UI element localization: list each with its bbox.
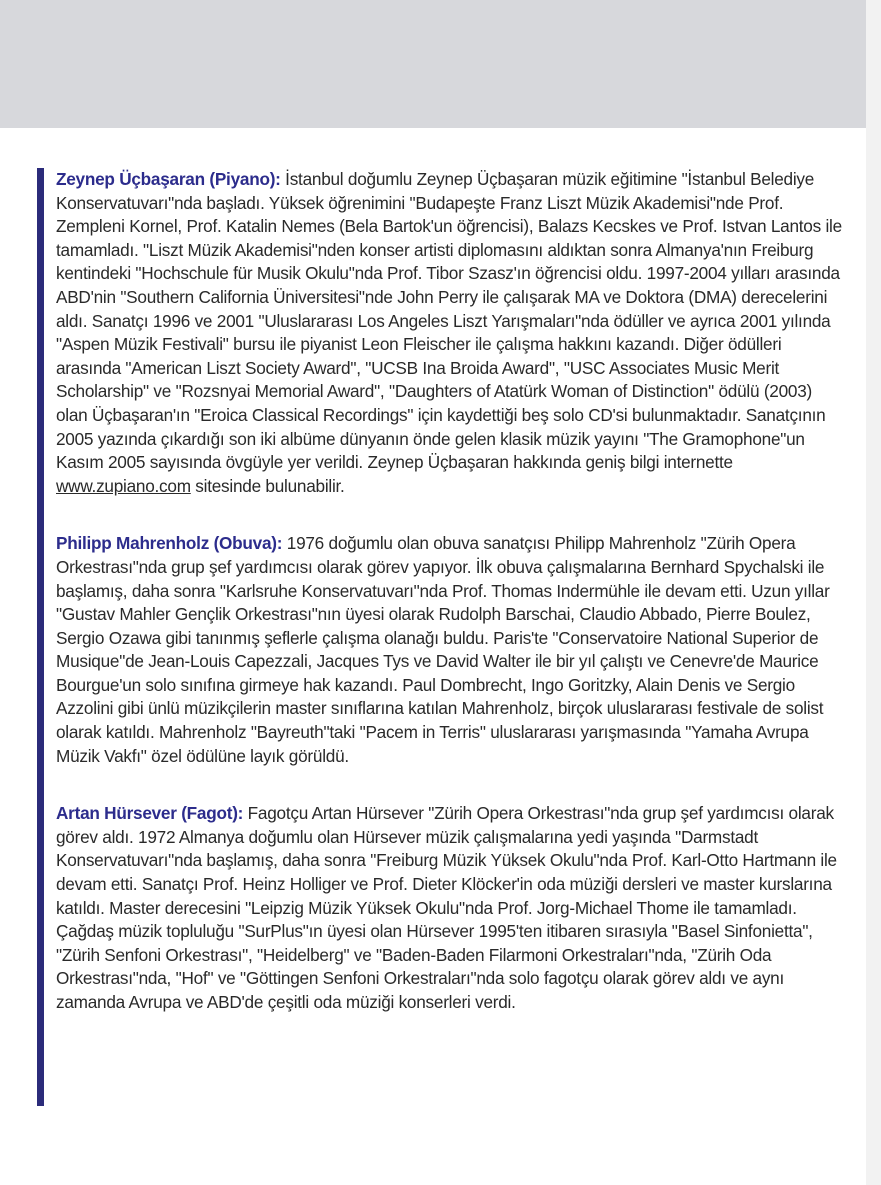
- header-band: [0, 0, 881, 128]
- website-link[interactable]: www.zupiano.com: [56, 475, 191, 496]
- bio-text: İstanbul doğumlu Zeynep Üçbaşaran müzik eğitimine "İstanbul Belediye Konservatuvarı"nda başladı. Yüksek öğrenimini "Budapeşte Franz Liszt Müzik Akademisi"nde Prof. Zempleni Kornel, Prof. Katalin Nemes (Bela Bartok'un öğrencisi), Balazs Kecskes ve Prof. Istvan Lantos ile tamamladı. "Liszt Müzik Akademisi"nden konser artisti diplomasını aldıktan sonra Almanya'nın Freiburg kentindeki "Hochschule für Musik Okulu"nda Prof. Tibor Szasz'ın öğrencisi oldu. 1997-2004 yılları arasında ABD'nin "Southern California Üniversitesi"nde John Perry ile çalışarak MA ve Doktora (DMA) derecelerini aldı. Sanatçı 1996 ve 2001 "Uluslararası Los Angeles Liszt Yarışmaları"nda ödüller ve ayrıca 2001 yılında "Aspen Müzik Festivali" bursu ile piyanist Leon Fleischer ile çalışma hakkını kazandı. Diğer ödülleri arasında "American Liszt Society Award", "UCSB Ina Broida Award", "USC Associates Music Merit Scholarship" ve "Rozsnyai Memorial Award", "Daughters of Atatürk Woman of Distinction" ödülü (2003) olan Üçbaşaran'ın "Eroica Classical Recordings" için kaydettiği beş solo CD'si bulunmaktadır. Sanatçının 2005 yazında çıkardığı son iki albüme dünyanın önde gelen klasik müzik yayını "The Gramophone"un Kasım 2005 sayısında övgüyle yer verildi. Zeynep Üçbaşaran hakkında geniş bilgi internette: [56, 169, 842, 473]
- bio-section: [56, 168, 846, 1015]
- accent-rule: [37, 168, 44, 1106]
- bio-name: Zeynep Üçbaşaran (Piyano):: [56, 169, 281, 189]
- bio-text: 1976 doğumlu olan obuva sanatçısı Philipp Mahrenholz "Zürih Opera Orkestrası"nda grup şef yardımcısı olarak görev yapıyor. İlk obuva çalışmalarına Bernhard Spychalski ile başlamış, daha sonra "Karlsruhe Konservatuvarı"nda Prof. Thomas Indermühle ile devam etti. Uzun yıllar "Gustav Mahler Gençlik Orkestrası"nın üyesi olarak Rudolph Barschai, Claudio Abbado, Pierre Boulez, Sergio Ozawa gibi tanınmış şeflerle çalışma olanağı buldu. Paris'te "Conservatoire National Superior de Musique"de Jean-Louis Capezzali, Jacques Tys ve David Walter ile bir yıl çalıştı ve Cenevre'de Maurice Bourgue'un solo sınıfına girmeye hak kazandı. Paul Dombrecht, Ingo Goritzky, Alain Denis ve Sergio Azzolini gibi ünlü müzikçilerin master sınıflarına katılan Mahrenholz, birçok uluslararası festivale de solist olarak katıldı. Mahrenholz "Bayreuth"taki "Pacem in Terris" uluslararası yarışmasında "Yamaha Avrupa Müzik Vakfı" özel ödülüne layık görüldü.: [56, 533, 830, 766]
- bio-philipp-mahrenholz: [56, 532, 846, 768]
- bio-text-end: sitesinde bulunabilir.: [190, 475, 345, 496]
- bio-zeynep-ucbasaran: [56, 168, 846, 498]
- bio-artan-hursever: [56, 802, 846, 1014]
- bio-name: Artan Hürsever (Fagot):: [56, 803, 244, 824]
- bio-text: Fagotçu Artan Hürsever "Zürih Opera Orkestrası"nda grup şef yardımcısı olarak görev aldı. 1972 Almanya doğumlu olan Hürsever müzik çalışmalarına yedi yaşında "Darmstadt Konservatuvarı"nda başlamış, daha sonra "Freiburg Müzik Yüksek Okulu"nda Prof. Karl-Otto Hartmann ile devam etti. Sanatçı Prof. Heinz Holliger ve Prof. Dieter Klöcker'in oda müziği dersleri ve master kurslarına katıldı. Master derecesini "Leipzig Müzik Yüksek Okulu"nda Prof. Jorg-Michael Thome ile tamamladı. Çağdaş müzik topluluğu "SurPlus"ın üyesi olan Hürsever 1995'ten itibaren sırasıyla "Basel Sinfonietta", "Zürih Senfoni Orkestrası", "Heidelberg" ve "Baden-Baden Filarmoni Orkestraları"nda, "Zürih Oda Orkestrası"nda, "Hof" ve "Göttingen Senfoni Orkestraları"nda solo fagotçu olarak görev aldı ve aynı zamanda Avrupa ve ABD'de çeşitli oda müziği konserleri verdi.: [56, 803, 837, 1012]
- page-edge: [866, 0, 881, 1185]
- bio-name: Philipp Mahrenholz (Obuva):: [56, 533, 283, 554]
